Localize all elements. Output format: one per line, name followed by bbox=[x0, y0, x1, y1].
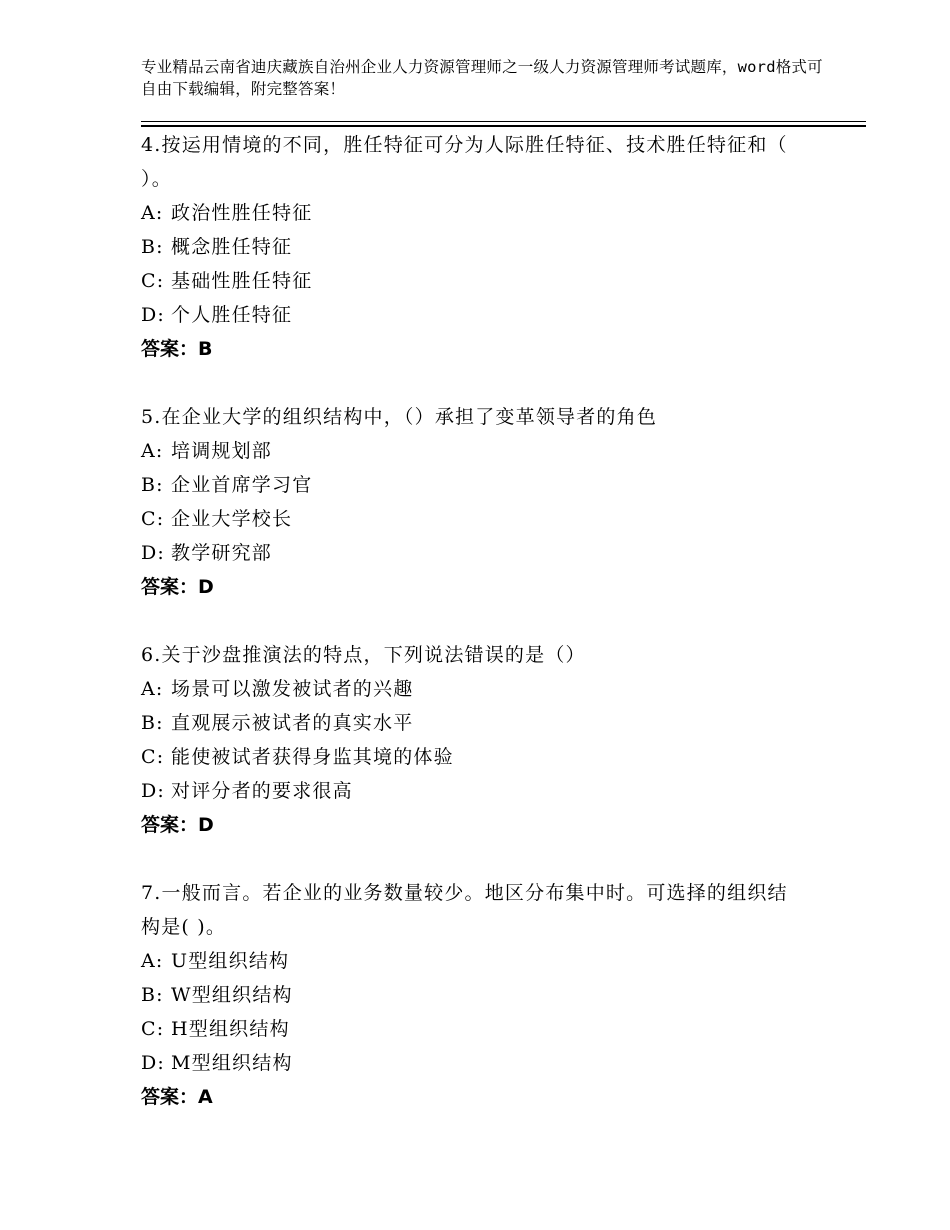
option-text: 概念胜任特征 bbox=[171, 236, 293, 258]
option-a bbox=[141, 672, 866, 706]
question-4 bbox=[141, 128, 866, 366]
answer-line bbox=[141, 570, 866, 604]
question-7 bbox=[141, 876, 866, 1114]
option-text: 直观展示被试者的真实水平 bbox=[171, 712, 414, 734]
answer-value: D bbox=[198, 576, 214, 598]
option-text: 基础性胜任特征 bbox=[171, 270, 313, 292]
option-text: 场景可以激发被试者的兴趣 bbox=[171, 678, 414, 700]
option-text: 培调规划部 bbox=[171, 440, 273, 462]
answer-value: B bbox=[198, 338, 213, 360]
option-key: B: bbox=[141, 236, 164, 258]
question-text: 7.一般而言。若企业的业务数量较少。地区分布集中时。可选择的组织结构是( )。 bbox=[141, 882, 788, 938]
option-key: D: bbox=[141, 780, 166, 802]
option-c bbox=[141, 264, 866, 298]
option-key: B: bbox=[141, 984, 164, 1006]
option-text: 企业大学校长 bbox=[171, 508, 293, 530]
option-d bbox=[141, 774, 866, 808]
option-text: W型组织结构 bbox=[171, 984, 293, 1006]
option-text: 能使被试者获得身监其境的体验 bbox=[171, 746, 454, 768]
option-key: D: bbox=[141, 542, 166, 564]
option-d bbox=[141, 1046, 866, 1080]
option-b bbox=[141, 978, 866, 1012]
question-text: 4.按运用情境的不同，胜任特征可分为人际胜任特征、技术胜任特征和（ ）。 bbox=[141, 134, 788, 190]
option-key: D: bbox=[141, 304, 166, 326]
option-b bbox=[141, 468, 866, 502]
answer-label: 答案： bbox=[141, 814, 199, 836]
answer-line bbox=[141, 1080, 866, 1114]
option-text: H型组织结构 bbox=[171, 1018, 290, 1040]
question-5 bbox=[141, 400, 866, 604]
answer-line bbox=[141, 808, 866, 842]
question-text: 5.在企业大学的组织结构中，（）承担了变革领导者的角色 bbox=[141, 406, 658, 428]
answer-label: 答案： bbox=[141, 1086, 199, 1108]
option-a bbox=[141, 196, 866, 230]
option-key: A: bbox=[141, 950, 164, 972]
option-c bbox=[141, 1012, 866, 1046]
option-d bbox=[141, 536, 866, 570]
answer-label: 答案： bbox=[141, 338, 199, 360]
answer-line bbox=[141, 332, 866, 366]
option-key: C: bbox=[141, 746, 165, 768]
document-header: 专业精品云南省迪庆藏族自治州企业人力资源管理师之一级人力资源管理师考试题库，word格式可自由下载编辑，附完整答案！ bbox=[141, 58, 823, 98]
option-c bbox=[141, 740, 866, 774]
option-key: A: bbox=[141, 202, 164, 224]
option-text: 企业首席学习官 bbox=[171, 474, 313, 496]
option-key: D: bbox=[141, 1052, 166, 1074]
header-divider-thick bbox=[141, 125, 866, 127]
option-key: A: bbox=[141, 678, 164, 700]
option-key: C: bbox=[141, 508, 165, 530]
option-key: C: bbox=[141, 1018, 165, 1040]
option-text: M型组织结构 bbox=[171, 1052, 293, 1074]
option-c bbox=[141, 502, 866, 536]
option-key: A: bbox=[141, 440, 164, 462]
answer-value: A bbox=[198, 1086, 213, 1108]
option-key: B: bbox=[141, 712, 164, 734]
option-text: 对评分者的要求很高 bbox=[171, 780, 353, 802]
option-text: U型组织结构 bbox=[171, 950, 290, 972]
option-text: 政治性胜任特征 bbox=[171, 202, 313, 224]
option-key: B: bbox=[141, 474, 164, 496]
option-b bbox=[141, 230, 866, 264]
answer-label: 答案： bbox=[141, 576, 199, 598]
option-key: C: bbox=[141, 270, 165, 292]
option-a bbox=[141, 944, 866, 978]
question-text: 6.关于沙盘推演法的特点，下列说法错误的是（） bbox=[141, 644, 586, 666]
option-d bbox=[141, 298, 866, 332]
option-text: 个人胜任特征 bbox=[171, 304, 293, 326]
option-b bbox=[141, 706, 866, 740]
question-list bbox=[141, 128, 866, 1148]
answer-value: D bbox=[198, 814, 214, 836]
option-text: 教学研究部 bbox=[171, 542, 273, 564]
question-6 bbox=[141, 638, 866, 842]
option-a bbox=[141, 434, 866, 468]
header-divider-thin bbox=[141, 121, 866, 122]
